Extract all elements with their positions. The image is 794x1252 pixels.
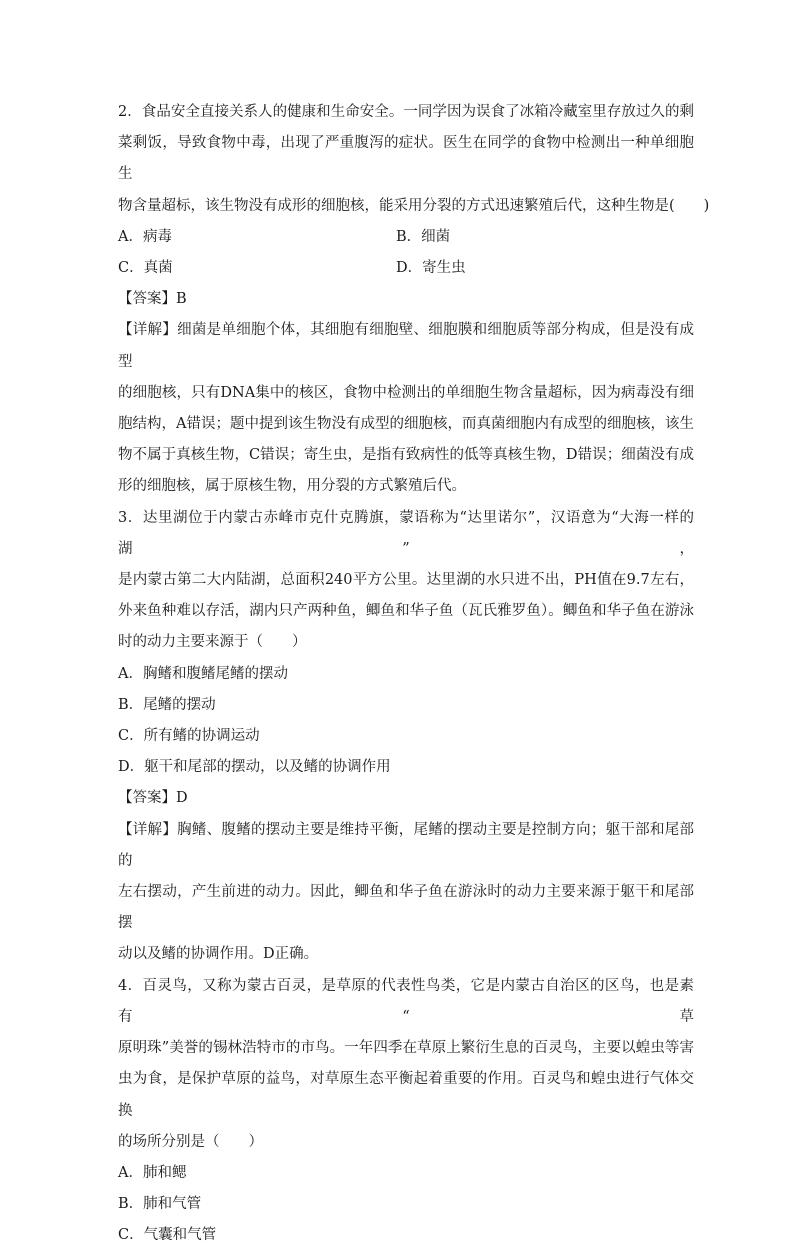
question-3 xyxy=(118,503,694,971)
question-3-answer: 【答案】D xyxy=(118,790,188,807)
question-2-explain-line-3: 胞结构，A错误；题中提到该生物没有成型的细胞核，而真菌细胞内有成型的细胞核，该生 xyxy=(118,416,694,433)
option-c: C．气囊和气管 xyxy=(118,1227,217,1244)
option-b: B．细菌 xyxy=(396,228,451,245)
question-3-line-3: 外来鱼种难以存活，湖内只产两种鱼，鲫鱼和华子鱼（瓦氏雅罗鱼）。鲫鱼和华子鱼在游泳 xyxy=(118,603,694,620)
question-4 xyxy=(118,971,694,1252)
option-d: D．躯干和尾部的摆动，以及鳍的协调作用 xyxy=(118,759,391,776)
question-2-line-1: 2．食品安全直接关系人的健康和生命安全。一同学因为误食了冰箱冷藏室里存放过久的剩 xyxy=(118,104,694,120)
question-2-line-2: 菜剩饭，导致食物中毒，出现了严重腹泻的症状。医生在同学的食物中检测出一种单细胞生 xyxy=(118,135,694,183)
question-2-answer: 【答案】B xyxy=(118,291,187,308)
question-3-line-1: 3．达里湖位于内蒙古赤峰市克什克腾旗，蒙语称为“达里诺尔”，汉语意为“大海一样的湖”， xyxy=(118,509,694,557)
question-2-options-row-1 xyxy=(118,222,694,253)
question-2 xyxy=(118,97,710,503)
question-4-line-4: 的场所分别是（ ） xyxy=(118,1133,263,1150)
option-c: C．所有鳍的协调运动 xyxy=(118,728,260,745)
question-4-line-1: 4．百灵鸟，又称为蒙古百灵，是草原的代表性鸟类，它是内蒙古自治区的区鸟，也是素有“草 xyxy=(118,977,694,1025)
question-3-line-2: 是内蒙古第二大内陆湖，总面积240平方公里。达里湖的水只进不出，PH值在9.7左右， xyxy=(118,572,694,589)
option-c: C．真菌 xyxy=(118,260,173,277)
question-3-explain-line-3: 动以及鳍的协调作用。D正确。 xyxy=(118,946,319,963)
option-a: A．病毒 xyxy=(118,228,172,245)
option-b: B．尾鳍的摆动 xyxy=(118,696,216,713)
question-2-line-3: 物含量超标，该生物没有成形的细胞核，能采用分裂的方式迅速繁殖后代，这种生物是( ) xyxy=(118,197,710,214)
option-d: D．寄生虫 xyxy=(396,260,466,277)
question-2-explain-line-2: 的细胞核，只有DNA集中的核区，食物中检测出的单细胞生物含量超标，因为病毒没有细 xyxy=(118,384,694,401)
question-4-line-3: 虫为食，是保护草原的益鸟，对草原生态平衡起着重要的作用。百灵鸟和蝗虫进行气体交换 xyxy=(118,1071,694,1119)
question-3-line-4: 时的动力主要来源于（ ） xyxy=(118,634,307,651)
option-b: B．肺和气管 xyxy=(118,1196,202,1213)
question-4-line-2: 原明珠”美誉的锡林浩特市的市鸟。一年四季在草原上繁衍生息的百灵鸟，主要以蝗虫等害 xyxy=(118,1040,694,1057)
option-a: A．胸鳍和腹鳍尾鳍的摆动 xyxy=(118,665,288,682)
option-a: A．肺和鳃 xyxy=(118,1164,187,1181)
question-2-explain-line-4: 物不属于真核生物，C错误；寄生虫，是指有致病性的低等真核生物，D错误；细菌没有成 xyxy=(118,447,694,464)
question-2-options-row-2 xyxy=(118,253,694,284)
question-2-explain-line-5: 形的细胞核，属于原核生物，用分裂的方式繁殖后代。 xyxy=(118,478,466,495)
question-2-explain-line-1: 【详解】细菌是单细胞个体，其细胞有细胞壁、细胞膜和细胞质等部分构成，但是没有成型 xyxy=(118,322,694,370)
question-3-explain-line-2: 左右摆动，产生前进的动力。因此，鲫鱼和华子鱼在游泳时的动力主要来源于躯干和尾部摆 xyxy=(118,884,694,932)
question-3-explain-line-1: 【详解】胸鳍、腹鳍的摆动主要是维持平衡，尾鳍的摆动主要是控制方向；躯干部和尾部的 xyxy=(118,821,694,869)
